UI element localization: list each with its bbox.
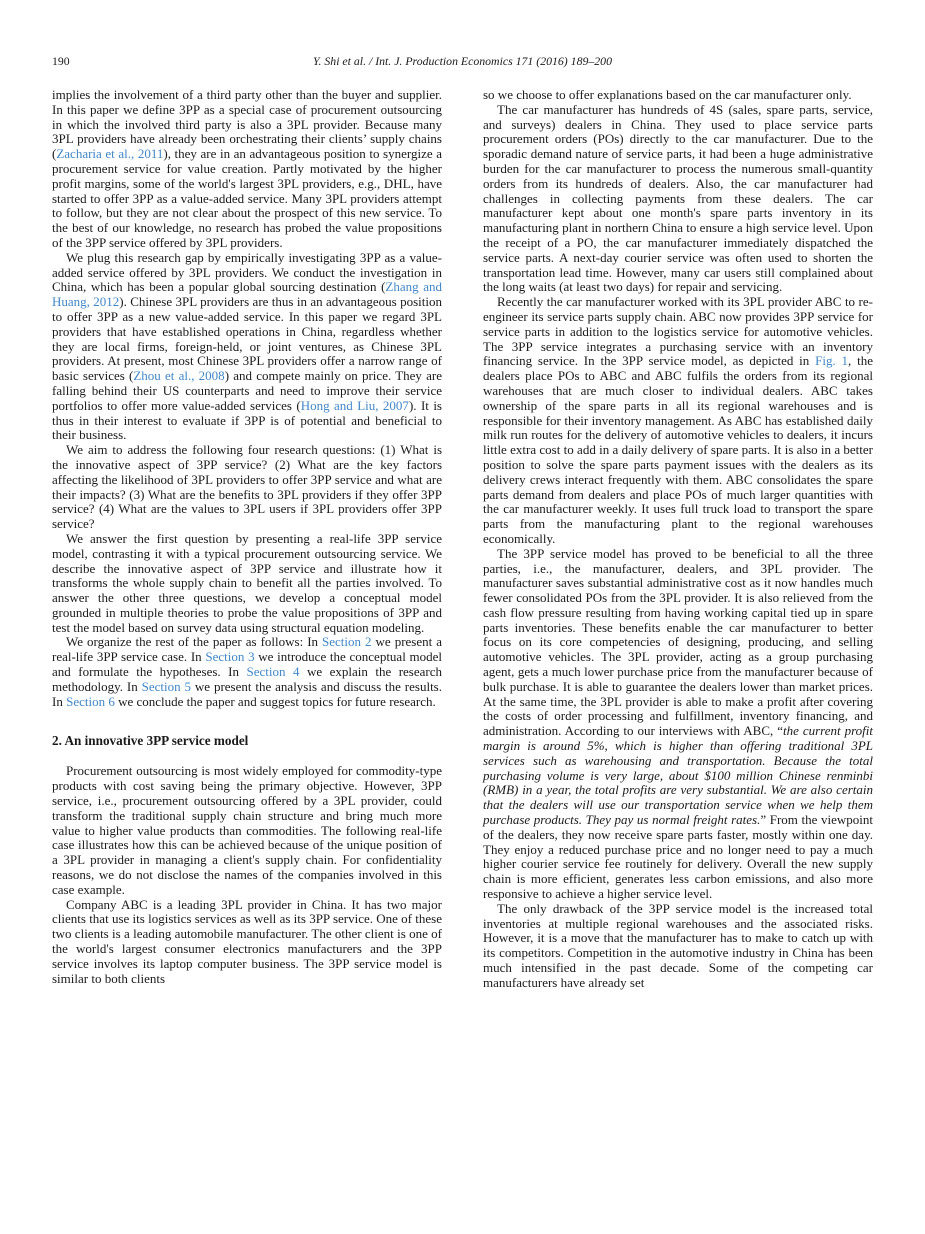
paragraph	[52, 764, 442, 897]
text-run: we conclude the paper and suggest topics for future research.	[114, 693, 436, 709]
text-run: ), they are in an advantageous position to synergize a procurement service for value creation. Partly motivated by the higher profit margins, some of the world's largest 3PL providers, e.g., DHL, have started to offer 3PP as a value-added service. Many 3PL providers attempt to follow, but they are not clear about the prospect of this new service. To the best of our knowledge, no research has probed the value propositions of the 3PP service offered by 3PL providers.	[52, 146, 442, 250]
text-run: Procurement outsourcing is most widely employed for commodity-type products with cost saving being the primary objective. However, 3PP service, i.e., procurement outsourcing offered by a 3PL provider, could transform the traditional supply chain structure and bring much more value to higher value products than commodities. The following real-life case illustrates how this can be achieved because of the unique position of a 3PL provider in managing a client's supply chain. For confidentiality reasons, we do not disclose the names of the companies involved in this case example.	[52, 763, 442, 897]
text-run: Company ABC is a leading 3PL provider in China. It has two major clients that use its logistics services as well as its 3PP service. One of these two clients is a leading automobile manufacturer. The other client is one of the world's largest consumer electronics manufacturers and the 3PP service involves its laptop computer business. The 3PP service model is similar to both clients	[52, 896, 442, 986]
right-column	[483, 88, 873, 991]
link-section-2[interactable]: Section 2	[322, 634, 372, 650]
text-run: we present the analysis and discuss the results. In	[52, 678, 442, 709]
paragraph	[483, 295, 873, 547]
link-zacharia-et-al-2011[interactable]: Zacharia et al., 2011	[56, 146, 164, 162]
text-run: Recently the car manufacturer worked with its 3PL provider ABC to re-engineer its service parts supply chain. ABC now provides 3PP service for service parts in addition to the logistics service for automotive vehicles. The 3PP service integrates a purchasing service with an inventory financing service. In the 3PP service model, as depicted in	[483, 294, 873, 369]
text-run: The 3PP service model has proved to be beneficial to all the three parties, i.e., the manufacturer, dealers, and 3PL provider. The manufacturer saves substantial administrative cost as it now handles much fewer consolidated POs from the 3PL provider. It is also relieved from the cash flow pressure resulting from having working capital tied up in spare parts inventories. These benefits enable the car manufacturer to better focus on its core competencies of designing, producing, and selling automotive vehicles. The 3PL provider, acting as a group purchasing agent, gets a much lower purchase price from the manufacturer because of bulk purchase. It is able to guarantee the dealers lower than market prices. At the same time, the 3PL provider is able to make a profit after covering the costs of order processing and fulfillment, inventory financing, and administration. According to our interviews with ABC, “	[483, 545, 873, 739]
text-run: we explain the research methodology. In	[52, 664, 442, 694]
section-heading: 2. An innovative 3PP service model	[52, 733, 249, 749]
paragraph	[52, 88, 442, 251]
paragraph	[52, 251, 442, 443]
paragraph	[52, 635, 442, 709]
paragraph	[483, 103, 873, 295]
paragraph	[483, 547, 873, 902]
text-run: We plug this research gap by empirically investigating 3PP as a value-added service offered by 3PL providers. We conduct the investigation in China, which has been a popular global sourcing destination (	[52, 249, 442, 295]
link-hong-and-liu-2007[interactable]: Hong and Liu, 2007	[300, 397, 409, 413]
text-run: ) and compete mainly on price. They are falling behind their US counterparts and need to improve their service portfolios to offer more value-added services (	[52, 368, 442, 413]
two-column-body	[52, 88, 873, 991]
link-fig-1[interactable]: Fig. 1	[815, 353, 849, 369]
text-run: ). It is thus in their interest to evaluate if 3PP is of potential and beneficial to their business.	[52, 397, 442, 443]
text-run: implies the involvement of a third party other than the buyer and supplier. In this paper we define 3PP as a special case of procurement outsourcing in which the involved third party is also a 3PL provider. Because many 3PL providers have already been orchestrating their clients’ supply chains (	[52, 87, 442, 162]
text-run: We organize the rest of the paper as follows: In	[66, 634, 323, 650]
running-head: Y. Shi et al. / Int. J. Production Economics 171 (2016) 189–200	[313, 54, 612, 68]
left-column	[52, 88, 442, 991]
link-section-4[interactable]: Section 4	[246, 664, 300, 680]
text-run: ). Chinese 3PL providers are thus in an advantageous position to offer 3PP as a new value-added service. In this paper we regard 3PL providers that have established operations in China, regardless whether they are local firms, foreign-held, or joint ventures, as Chinese 3PL providers. At present, most Chinese 3PL providers offer a narrow range of basic services (	[52, 294, 442, 384]
page-header	[52, 54, 873, 70]
page-number: 190	[52, 54, 70, 68]
text-run: so we choose to offer explanations based on the car manufacturer only.	[483, 87, 852, 102]
text-run: we introduce the conceptual model and formulate the hypotheses. In	[52, 649, 443, 680]
paragraph	[52, 532, 442, 636]
text-run: , the dealers place POs to ABC and ABC fulfils the orders from its regional warehouses that are much closer to individual dealers. ABC takes ownership of the spare parts in all its regional warehouses and is responsible for their inventory management. As ABC has established daily milk run routes for the delivery of automotive vehicles to dealers, it incurs little extra cost to add in a daily delivery of spare parts. It is also in a better position to solve the spare parts payment issues with the dealers as its delivery crews interact frequently with them. ABC consolidates the spare parts demand from dealers and place POs of much larger quantities with the car manufacturer weekly. It uses full truck load to transport the spare parts from the manufacturing plant to the regional warehouses economically.	[483, 353, 874, 546]
paragraph	[483, 902, 873, 991]
paragraph	[52, 443, 442, 532]
link-zhang-and-huang-2012[interactable]: Zhang and Huang, 2012	[52, 279, 442, 310]
link-section-3[interactable]: Section 3	[205, 649, 255, 665]
text-run: We answer the first question by presenting a real-life 3PP service model, contrasting it with a typical procurement outsourcing service. We describe the innovative aspect of 3PP service and illustrate how it transforms the whole supply chain to benefit all the parties involved. To answer the other three questions, we develop a conceptual model grounded in multiple theories to probe the value propositions of 3PP and test the model based on survey data using structural equation modeling.	[52, 530, 442, 635]
text-run: The only drawback of the 3PP service model is the increased total inventories at multiple regional warehouses and the associated risks. However, it is a move that the manufacturer has to make to catch up with its competitors. Competition in the automotive industry in China has been much intensified in the past decade. Some of the competing car manufacturers have already set	[483, 900, 873, 990]
paragraph	[52, 898, 442, 987]
text-run: we present a real-life 3PP service case. In	[52, 634, 442, 665]
quote-text: the current profit margin is around 5%, which is higher than offering traditional 3PL services such as warehousing and transportation. Because the total purchasing volume is very large, about $100 million Chinese renminbi (RMB) in a year, the total profits are very substantial. We are also certain that the dealers will use our transportation service when we help them purchase products. They pay us normal freight rates.	[483, 723, 873, 828]
link-section-6[interactable]: Section 6	[66, 693, 115, 709]
text-run: ” From the viewpoint of the dealers, they now receive spare parts faster, mostly within one day. They enjoy a reduced purchase price and no longer need to pay a much higher courier service fee routinely for delivery. Overall the new supply chain is more efficient, generates less carbon emissions, and also more responsive to achieve a higher service level.	[483, 812, 873, 902]
link-section-5[interactable]: Section 5	[141, 678, 192, 694]
link-zhou-et-al-2008[interactable]: Zhou et al., 2008	[133, 368, 225, 384]
paragraph	[483, 88, 873, 103]
text-run: We aim to address the following four research questions: (1) What is the innovative aspect of 3PP service? (2) What are the key factors affecting the likelihood of 3PL providers to offer 3PP service and what are their impacts? (3) What are the benefits to 3PL providers if they offer 3PP service? (4) What are the values to 3PL users if 3PL providers offer 3PP service?	[52, 442, 442, 532]
text-run: The car manufacturer has hundreds of 4S (sales, spare parts, service, and surveys) dealers in China. They used to place service parts procurement orders (POs) directly to the car manufacturer. Due to the sporadic demand nature of service parts, it had been a huge administrative burden for the car manufacturer to process the numerous small-quantity orders from its hundreds of dealers. Also, the car manufacturer had challenges in collecting payments from these dealers. The car manufacturer kept about one month's spare parts inventory in its manufacturing plant in northern China to ensure a high service level. Upon the receipt of a PO, the car manufacturer immediately dispatched the service parts. A next-day courier service was often used to shorten the transportation lead time. However, many car users still complained about the long waits (at least two days) for repair and servicing.	[483, 101, 873, 295]
